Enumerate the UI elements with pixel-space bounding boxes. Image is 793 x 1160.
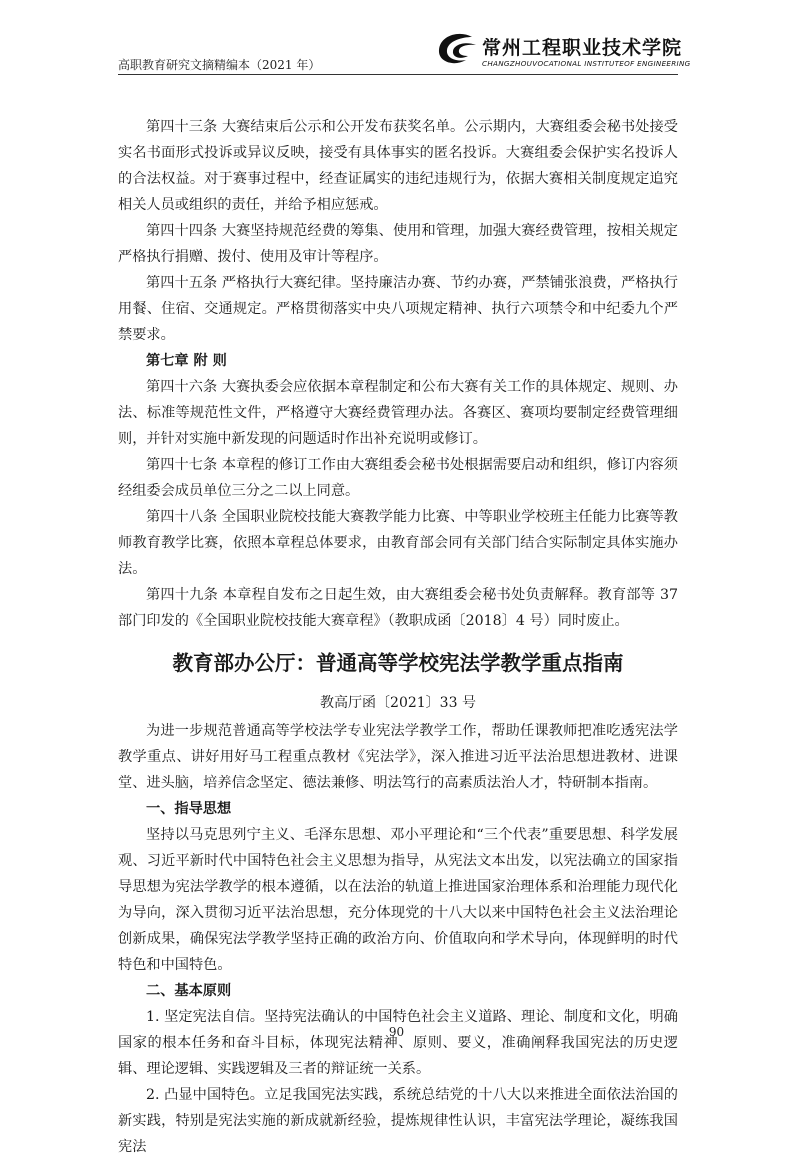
article-46: 第四十六条 大赛执委会应依据本章程制定和公布大赛有关工作的具体规定、规则、办法、标准等规范性文件，严格遵守大赛经费管理办法。各赛区、赛项均要制定经费管理细则，并针对实施中新发现的问题适时作出补充说明或修订。 [118,379,678,447]
section-1-text: 坚持以马克思列宁主义、毛泽东思想、邓小平理论和“三个代表”重要思想、科学发展观、习近平新时代中国特色社会主义思想为指导，从宪法文本出发，以宪法确立的国家指导思想为宪法学教学的根本遵循，以在法治的轨道上推进国家治理体系和治理能力现代化为导向，深入贯彻习近平法治思想，充分体现党的十八大以来中国特色社会主义法治理论创新成果，确保宪法学教学坚持正确的政治方向、价值取向和学术导向，体现鲜明的时代特色和中国特色。 [118,827,678,973]
college-name: 常州工程职业技术学院 [482,37,683,59]
college-emblem-icon [436,32,478,66]
section-2-item-1: 1. 坚定宪法自信。坚持宪法确认的中国特色社会主义道路、理论、制度和文化，明确国家的根本任务和奋斗目标，体现宪法精神、原则、要义，准确阐释我国宪法的历史逻辑、理论逻辑、实践逻辑及三者的辩证统一关系。 [118,1009,678,1077]
article-45: 第四十五条 严格执行大赛纪律。坚持廉洁办赛、节约办赛，严禁铺张浪费，严格执行用餐、住宿、交通规定。严格贯彻落实中央八项规定精神、执行六项禁令和中纪委九个严禁要求。 [118,275,678,343]
document-title: 教育部办公厅：普通高等学校宪法学教学重点指南 [172,651,624,675]
college-name-english: CHANGZHOUVOCATIONAL INSTITUTEOF ENGINEERING [482,59,691,68]
college-logo [436,32,691,70]
article-47: 第四十七条 本章程的修订工作由大赛组委会秘书处根据需要启动和组织，修订内容须经组委会成员单位三分之二以上同意。 [118,457,678,499]
section-1-heading: 一、指导思想 [146,801,232,817]
journal-title: 高职教育研究文摘精编本（2021 年） [118,58,321,72]
section-2-item-2: 2. 凸显中国特色。立足我国宪法实践，系统总结党的十八大以来推进全面依法治国的新实践，特别是宪法实施的新成就新经验，提炼规律性认识，丰富宪法学理论，凝练我国宪法 [118,1087,678,1155]
document-number: 教高厅函〔2021〕33 号 [320,695,476,711]
page-number: 90 [388,1025,405,1039]
page-body [118,114,678,1160]
document-intro: 为进一步规范普通高等学校法学专业宪法学教学工作，帮助任课教师把准吃透宪法学教学重点、讲好用好马工程重点教材《宪法学》，深入推进习近平法治思想进教材、进课堂、进头脑，培养信念坚定、德法兼修、明法笃行的高素质法治人才，特研制本指南。 [118,723,678,791]
article-49: 第四十九条 本章程自发布之日起生效，由大赛组委会秘书处负责解释。教育部等 37 部门印发的《全国职业院校技能大赛章程》（教职成函〔2018〕4 号）同时废止。 [118,587,678,629]
article-43: 第四十三条 大赛结束后公示和公开发布获奖名单。公示期内，大赛组委会秘书处接受实名书面形式投诉或异议反映，接受有具体事实的匿名投诉。大赛组委会保护实名投诉人的合法权益。对于赛事过程中，经查证属实的违纪违规行为，依据大赛相关制度规定追究相关人员或组织的责任，并给予相应惩戒。 [118,119,678,213]
section-2-heading: 二、基本原则 [146,983,232,999]
chapter-7-heading: 第七章 附 则 [146,353,227,369]
page-header [118,30,691,74]
article-48: 第四十八条 全国职业院校技能大赛教学能力比赛、中等职业学校班主任能力比赛等教师教育教学比赛，依照本章程总体要求，由教育部会同有关部门结合实际制定具体实施办法。 [118,509,678,577]
article-44: 第四十四条 大赛坚持规范经费的筹集、使用和管理，加强大赛经费管理，按相关规定严格执行捐赠、拨付、使用及审计等程序。 [118,223,678,265]
header-divider [118,74,678,75]
